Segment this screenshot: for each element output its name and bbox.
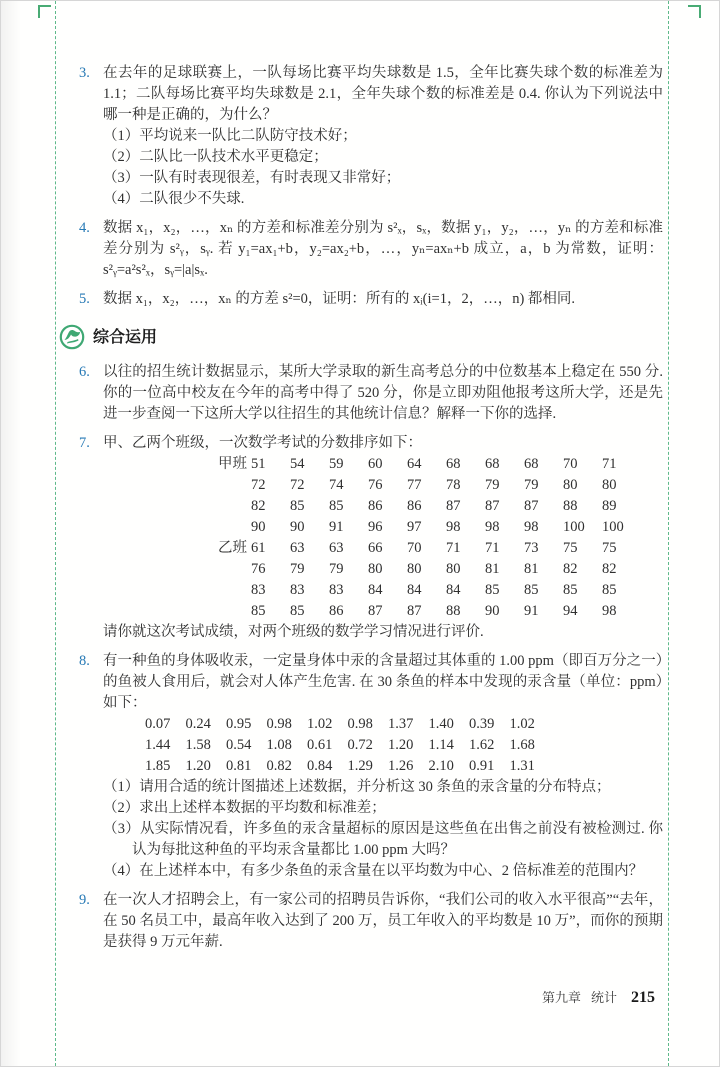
data-value: 0.91: [469, 758, 495, 774]
page-footer: [1, 987, 655, 1007]
mercury-row-1: [103, 714, 663, 735]
data-value: 72: [251, 477, 266, 493]
exercise-8-body: [103, 651, 663, 882]
data-value: 70: [407, 540, 422, 556]
class-b-values-2: [251, 561, 641, 577]
data-value: 70: [563, 456, 578, 472]
data-value: 0.72: [347, 737, 373, 753]
exercise-8-text: 有一种鱼的身体吸收汞，一定量身体中汞的含量超过其体重的 1.00 ppm（即百万分之一）的鱼被人食用后，就会对人体产生危害. 在 30 条鱼的样本中发现的汞含量（单位：ppm）如下：: [103, 653, 663, 711]
data-value: 71: [602, 456, 617, 472]
data-value: 75: [563, 540, 578, 556]
data-value: 90: [290, 519, 305, 535]
data-value: 79: [524, 477, 539, 493]
data-value: 85: [524, 582, 539, 598]
crop-mark-top-left: [38, 5, 51, 18]
exercise-3-body: [103, 63, 663, 210]
exercise-7-outro: 请你就这次考试成绩，对两个班级的数学学习情况进行评价.: [103, 624, 484, 640]
class-a-row-4: [103, 517, 663, 538]
data-value: 85: [251, 603, 266, 619]
class-b-row-2: [103, 559, 663, 580]
exercise-7-body: [103, 433, 663, 643]
exercise-9: [79, 890, 663, 953]
data-value: 74: [329, 477, 344, 493]
exercise-5-body: [103, 289, 663, 310]
data-value: 1.20: [388, 737, 414, 753]
exercise-4: [79, 218, 663, 281]
data-value: 0.61: [307, 737, 333, 753]
data-value: 1.68: [509, 737, 535, 753]
page-content: [79, 63, 663, 961]
data-value: 90: [251, 519, 266, 535]
data-value: 78: [446, 477, 461, 493]
data-value: 87: [524, 498, 539, 514]
data-value: 86: [329, 603, 344, 619]
data-value: 98: [446, 519, 461, 535]
data-value: 68: [524, 456, 539, 472]
data-value: 80: [368, 561, 383, 577]
data-value: 51: [251, 456, 266, 472]
exercise-3-text: 在去年的足球联赛上，一队每场比赛平均失球数是 1.5，全年比赛失球个数的标准差为 1.1；二队每场比赛平均失球数是 2.1，全年失球个数的标准差是 0.4. 你认为下列说法中哪一种是正确的，为什么？: [103, 65, 663, 123]
data-value: 84: [407, 582, 422, 598]
class-b-label: 乙班: [218, 540, 247, 556]
exercise-8-item-4: （4）在上述样本中，有多少条鱼的汞含量在以平均数为中心、2 倍标准差的范围内？: [103, 863, 644, 879]
footer-section: 统计: [590, 990, 617, 1005]
data-value: 91: [524, 603, 539, 619]
exercise-8-number: 8.: [79, 653, 90, 669]
exercise-8-item-2: （2）求出上述样本数据的平均数和标准差；: [103, 800, 386, 816]
class-a-row-1: [103, 454, 663, 475]
data-value: 81: [485, 561, 500, 577]
data-value: 1.31: [509, 758, 535, 774]
data-value: 1.29: [347, 758, 373, 774]
data-value: 87: [485, 498, 500, 514]
data-value: 80: [446, 561, 461, 577]
class-b-row-3: [103, 580, 663, 601]
exercise-3-item-4: （4）二队很少不失球.: [103, 191, 245, 207]
data-value: 1.20: [185, 758, 211, 774]
data-value: 71: [485, 540, 500, 556]
exercise-8: [79, 651, 663, 882]
margin-dashed-line-right: [668, 1, 669, 1066]
data-value: 1.85: [145, 758, 171, 774]
data-value: 88: [446, 603, 461, 619]
data-value: 0.98: [347, 716, 373, 732]
data-value: 0.24: [185, 716, 211, 732]
data-value: 0.98: [266, 716, 292, 732]
data-value: 85: [485, 582, 500, 598]
data-value: 0.54: [226, 737, 252, 753]
data-value: 79: [485, 477, 500, 493]
data-value: 0.84: [307, 758, 333, 774]
data-value: 85: [290, 498, 305, 514]
data-value: 75: [602, 540, 617, 556]
exercise-6: [79, 362, 663, 425]
class-a-row-3: [103, 496, 663, 517]
exercise-7-number: 7.: [79, 435, 90, 451]
data-value: 54: [290, 456, 305, 472]
data-value: 83: [290, 582, 305, 598]
data-value: 82: [563, 561, 578, 577]
exercise-3-item-1: （1）平均说来一队比二队防守技术好；: [103, 128, 357, 144]
data-value: 96: [368, 519, 383, 535]
footer-page-number: 215: [631, 989, 655, 1006]
mercury-row-3: [103, 756, 663, 777]
exercise-9-text: 在一次人才招聘会上，有一家公司的招聘员告诉你，“我们公司的收入水平很高”“去年，在 50 名员工中，最高年收入达到了 200 万，员工年收入的平均数是 10 万”，而你的预期是获得 9 万元年薪.: [103, 892, 663, 950]
exercise-3-number: 3.: [79, 65, 90, 81]
data-value: 1.58: [185, 737, 211, 753]
data-value: 94: [563, 603, 578, 619]
data-value: 98: [485, 519, 500, 535]
score-table-class-b: [103, 538, 663, 622]
class-b-values-4: [251, 603, 641, 619]
data-value: 0.07: [145, 716, 171, 732]
data-value: 79: [329, 561, 344, 577]
data-value: 79: [290, 561, 305, 577]
exercise-4-text: 数据 x₁，x₂，…，xₙ 的方差和标准差分别为 s²ₓ，sₓ，数据 y₁，y₂，…，yₙ 的方差和标准差分别为 s²ᵧ，sᵧ. 若 y₁=ax₁+b，y₂=ax₂+b，…，yₙ=axₙ+b 成立，a，b 为常数，证明：s²ᵧ=a²s²ₓ，sᵧ=|a|sₓ.: [103, 220, 663, 278]
data-value: 100: [563, 519, 585, 535]
data-value: 64: [407, 456, 422, 472]
data-value: 0.95: [226, 716, 252, 732]
data-value: 63: [329, 540, 344, 556]
data-value: 72: [290, 477, 305, 493]
exercise-6-text: 以往的招生统计数据显示，某所大学录取的新生高考总分的中位数基本上稳定在 550 分. 你的一位高中校友在今年的高考中得了 520 分，你是立即劝阻他报考这所大学，还是先进一步查阅一下这所大学以往招生的其他统计信息？解释一下你的选择.: [103, 364, 663, 422]
data-value: 86: [407, 498, 422, 514]
class-a-values-4: [251, 519, 641, 535]
exercise-9-body: [103, 890, 663, 953]
mercury-data-table: [103, 714, 663, 777]
data-value: 82: [251, 498, 266, 514]
class-b-row-4: [103, 601, 663, 622]
class-b-row-1: [103, 538, 663, 559]
data-value: 97: [407, 519, 422, 535]
data-value: 83: [329, 582, 344, 598]
data-value: 82: [602, 561, 617, 577]
data-value: 86: [368, 498, 383, 514]
data-value: 76: [368, 477, 383, 493]
data-value: 0.81: [226, 758, 252, 774]
data-value: 89: [602, 498, 617, 514]
exercise-3-item-2: （2）二队比一队技术水平更稳定；: [103, 149, 328, 165]
exercise-7: [79, 433, 663, 643]
data-value: 80: [563, 477, 578, 493]
exercise-3: [79, 63, 663, 210]
score-table-class-a: [103, 454, 663, 538]
data-value: 1.37: [388, 716, 414, 732]
margin-dashed-line-left: [55, 1, 56, 1066]
class-b-values-3: [251, 582, 641, 598]
data-value: 68: [446, 456, 461, 472]
class-a-values-3: [251, 498, 641, 514]
exercise-6-body: [103, 362, 663, 425]
data-value: 100: [602, 519, 624, 535]
data-value: 85: [602, 582, 617, 598]
mercury-row-2: [103, 735, 663, 756]
exercise-6-number: 6.: [79, 364, 90, 380]
data-value: 61: [251, 540, 266, 556]
exercise-8-item-3: （3）从实际情况看，许多鱼的汞含量超标的原因是这些鱼在出售之前没有被检测过. 你认为每批这种鱼的平均汞含量都比 1.00 ppm 大吗？: [103, 821, 663, 858]
data-value: 81: [524, 561, 539, 577]
data-value: 66: [368, 540, 383, 556]
data-value: 91: [329, 519, 344, 535]
data-value: 84: [446, 582, 461, 598]
class-a-values-1: [251, 456, 641, 472]
data-value: 90: [485, 603, 500, 619]
data-value: 2.10: [428, 758, 454, 774]
data-value: 80: [602, 477, 617, 493]
data-value: 0.82: [266, 758, 292, 774]
data-value: 1.08: [266, 737, 292, 753]
exercise-9-number: 9.: [79, 892, 90, 908]
section-title: 综合运用: [93, 328, 158, 346]
data-value: 77: [407, 477, 422, 493]
data-value: 85: [563, 582, 578, 598]
data-value: 98: [524, 519, 539, 535]
crop-mark-top-right: [688, 5, 701, 18]
data-value: 84: [368, 582, 383, 598]
data-value: 87: [446, 498, 461, 514]
class-a-row-2: [103, 475, 663, 496]
data-value: 87: [407, 603, 422, 619]
data-value: 83: [251, 582, 266, 598]
data-value: 80: [407, 561, 422, 577]
data-value: 0.39: [469, 716, 495, 732]
data-value: 63: [290, 540, 305, 556]
exercise-5-text: 数据 x₁，x₂，…，xₙ 的方差 s²=0，证明：所有的 xᵢ(i=1，2，…，n) 都相同.: [103, 291, 576, 307]
data-value: 88: [563, 498, 578, 514]
data-value: 1.44: [145, 737, 171, 753]
data-value: 1.26: [388, 758, 414, 774]
data-value: 85: [329, 498, 344, 514]
exercise-4-body: [103, 218, 663, 281]
data-value: 1.02: [307, 716, 333, 732]
data-value: 87: [368, 603, 383, 619]
data-value: 85: [290, 603, 305, 619]
exercise-3-item-3: （3）一队有时表现很差，有时表现又非常好；: [103, 170, 401, 186]
data-value: 1.02: [509, 716, 535, 732]
class-a-values-2: [251, 477, 641, 493]
data-value: 71: [446, 540, 461, 556]
section-header-comprehensive: [59, 324, 663, 350]
footer-chapter: 第九章: [541, 990, 581, 1005]
section-badge-bird-icon: [59, 324, 85, 350]
class-b-values-1: [251, 540, 641, 556]
class-a-label: 甲班: [218, 456, 247, 472]
data-value: 60: [368, 456, 383, 472]
exercise-5-number: 5.: [79, 291, 90, 307]
exercise-4-number: 4.: [79, 220, 90, 236]
data-value: 1.40: [428, 716, 454, 732]
data-value: 1.62: [469, 737, 495, 753]
data-value: 59: [329, 456, 344, 472]
data-value: 68: [485, 456, 500, 472]
data-value: 73: [524, 540, 539, 556]
data-value: 98: [602, 603, 617, 619]
data-value: 1.14: [428, 737, 454, 753]
exercise-8-item-1: （1）请用合适的统计图描述上述数据，并分析这 30 条鱼的汞含量的分布特点；: [103, 779, 611, 795]
data-value: 76: [251, 561, 266, 577]
exercise-5: [79, 289, 663, 310]
exercise-7-intro: 甲、乙两个班级，一次数学考试的分数排序如下：: [103, 435, 422, 451]
